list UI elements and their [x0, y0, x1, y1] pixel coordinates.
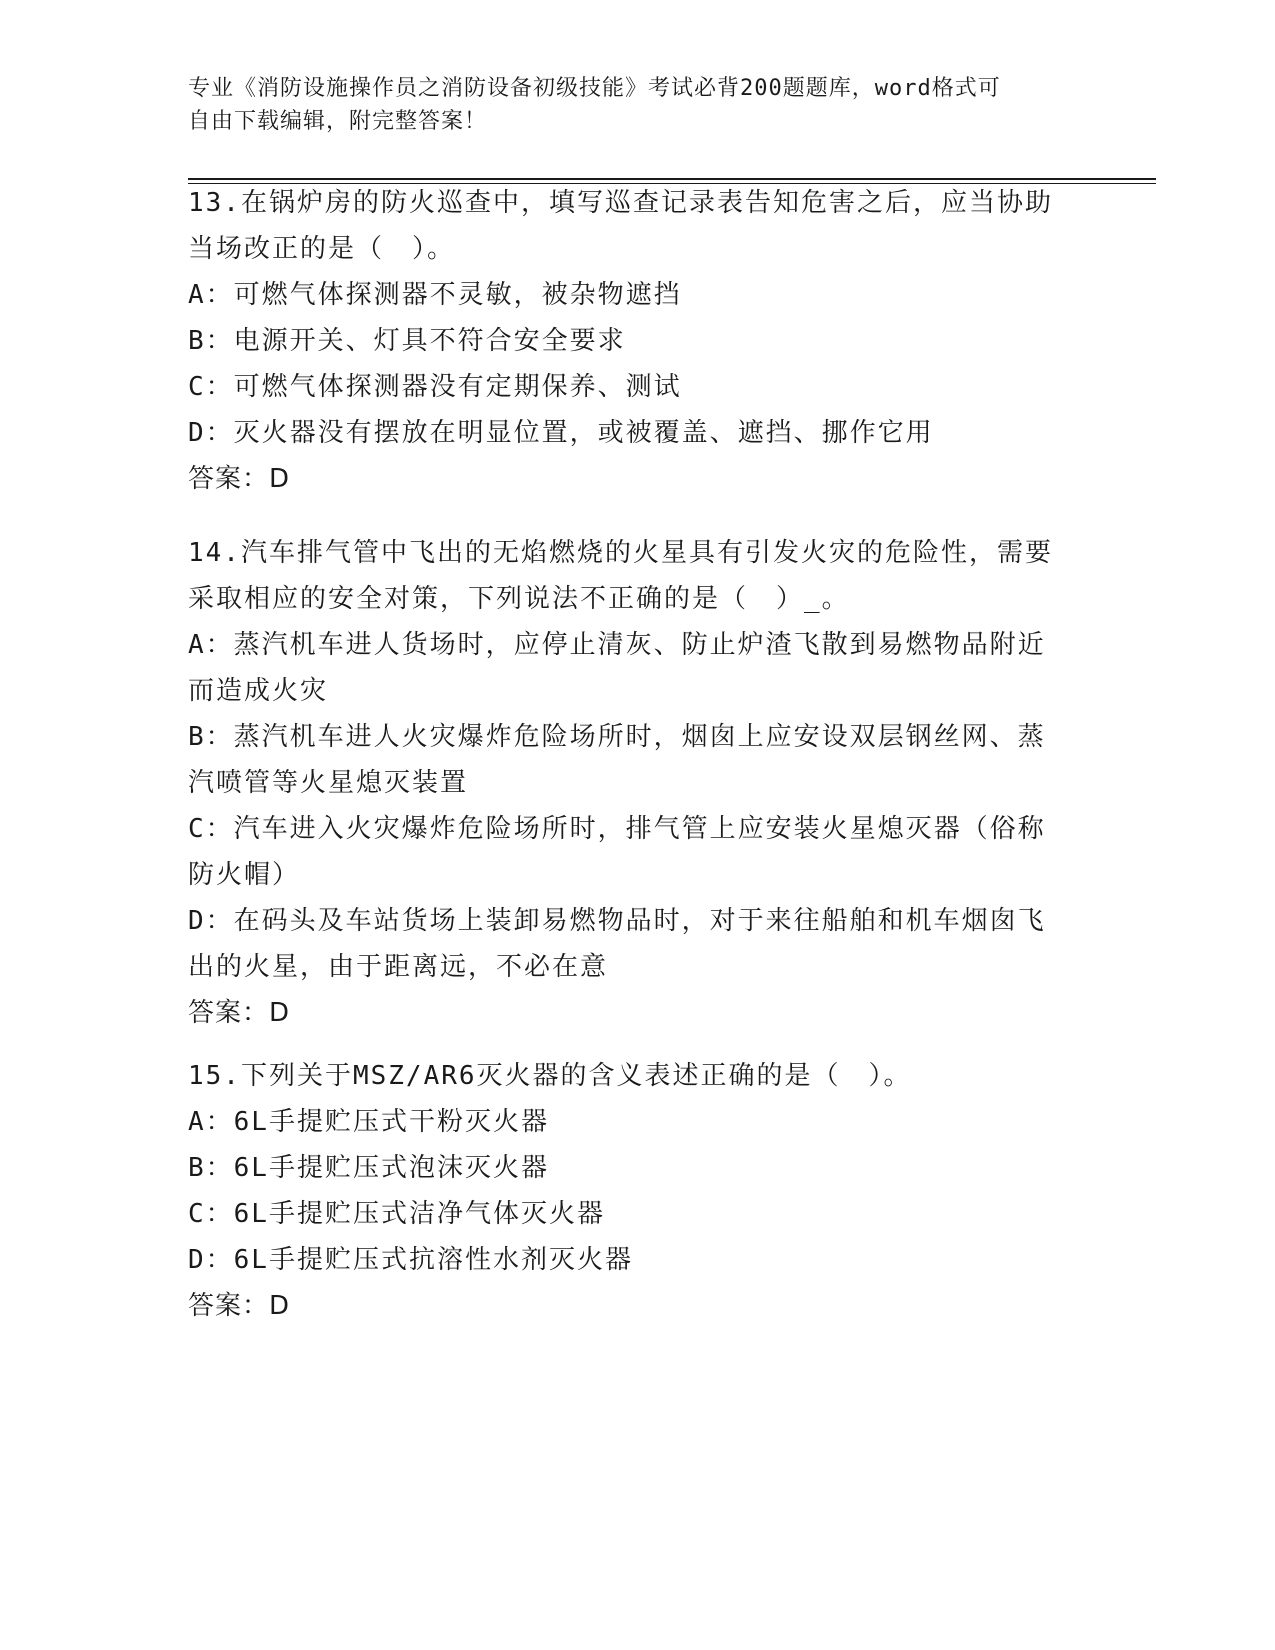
- option-d: D：在码头及车站货场上装卸易燃物品时，对于来往船舶和机车烟囱飞: [188, 906, 1046, 936]
- answer-label: 答案：D: [188, 998, 291, 1028]
- question-stem-line: 14.汽车排气管中飞出的无焰燃烧的火星具有引发火灾的危险性，需要: [188, 538, 1053, 568]
- option-d: D：灭火器没有摆放在明显位置，或被覆盖、遮挡、挪作它用: [188, 418, 934, 448]
- option-c: C：6L手提贮压式洁净气体灭火器: [188, 1199, 605, 1229]
- option-d-continued: 出的火星，由于距离远，不必在意: [188, 952, 609, 982]
- option-d: D：6L手提贮压式抗溶性水剂灭火器: [188, 1245, 633, 1275]
- option-b: B：6L手提贮压式泡沫灭火器: [188, 1153, 549, 1183]
- document-header: [188, 72, 1068, 138]
- question-15: [188, 1053, 1088, 1329]
- option-a: A：6L手提贮压式干粉灭火器: [188, 1107, 549, 1137]
- question-stem-line: 13.在锅炉房的防火巡查中，填写巡查记录表告知危害之后，应当协助: [188, 188, 1053, 218]
- header-line-1: 专业《消防设施操作员之消防设备初级技能》考试必背200题题库，word格式可: [188, 76, 1001, 101]
- option-c: C：汽车进入火灾爆炸危险场所时，排气管上应安装火星熄灭器（俗称: [188, 814, 1046, 844]
- option-c-continued: 防火帽）: [188, 860, 301, 890]
- option-a: A：可燃气体探测器不灵敏，被杂物遮挡: [188, 280, 682, 310]
- option-a-continued: 而造成火灾: [188, 676, 329, 706]
- answer-label: 答案：D: [188, 464, 291, 494]
- answer-label: 答案：D: [188, 1291, 291, 1321]
- question-stem-line: 15.下列关于MSZ/AR6灭火器的含义表述正确的是（ ）。: [188, 1061, 912, 1091]
- question-13: [188, 180, 1088, 502]
- option-b: B：蒸汽机车进人火灾爆炸危险场所时，烟囱上应安设双层钢丝网、蒸: [188, 722, 1046, 752]
- option-a: A：蒸汽机车进人货场时，应停止清灰、防止炉渣飞散到易燃物品附近: [188, 630, 1046, 660]
- question-stem-line: 当场改正的是（ ）。: [188, 234, 456, 264]
- option-c: C：可燃气体探测器没有定期保养、测试: [188, 372, 682, 402]
- option-b-continued: 汽喷管等火星熄灭装置: [188, 768, 469, 798]
- header-line-2: 自由下载编辑，附完整答案！: [188, 109, 488, 134]
- option-b: B：电源开关、灯具不符合安全要求: [188, 326, 626, 356]
- question-stem-line: 采取相应的安全对策，下列说法不正确的是（ ）_。: [188, 584, 850, 614]
- question-14: [188, 530, 1088, 1036]
